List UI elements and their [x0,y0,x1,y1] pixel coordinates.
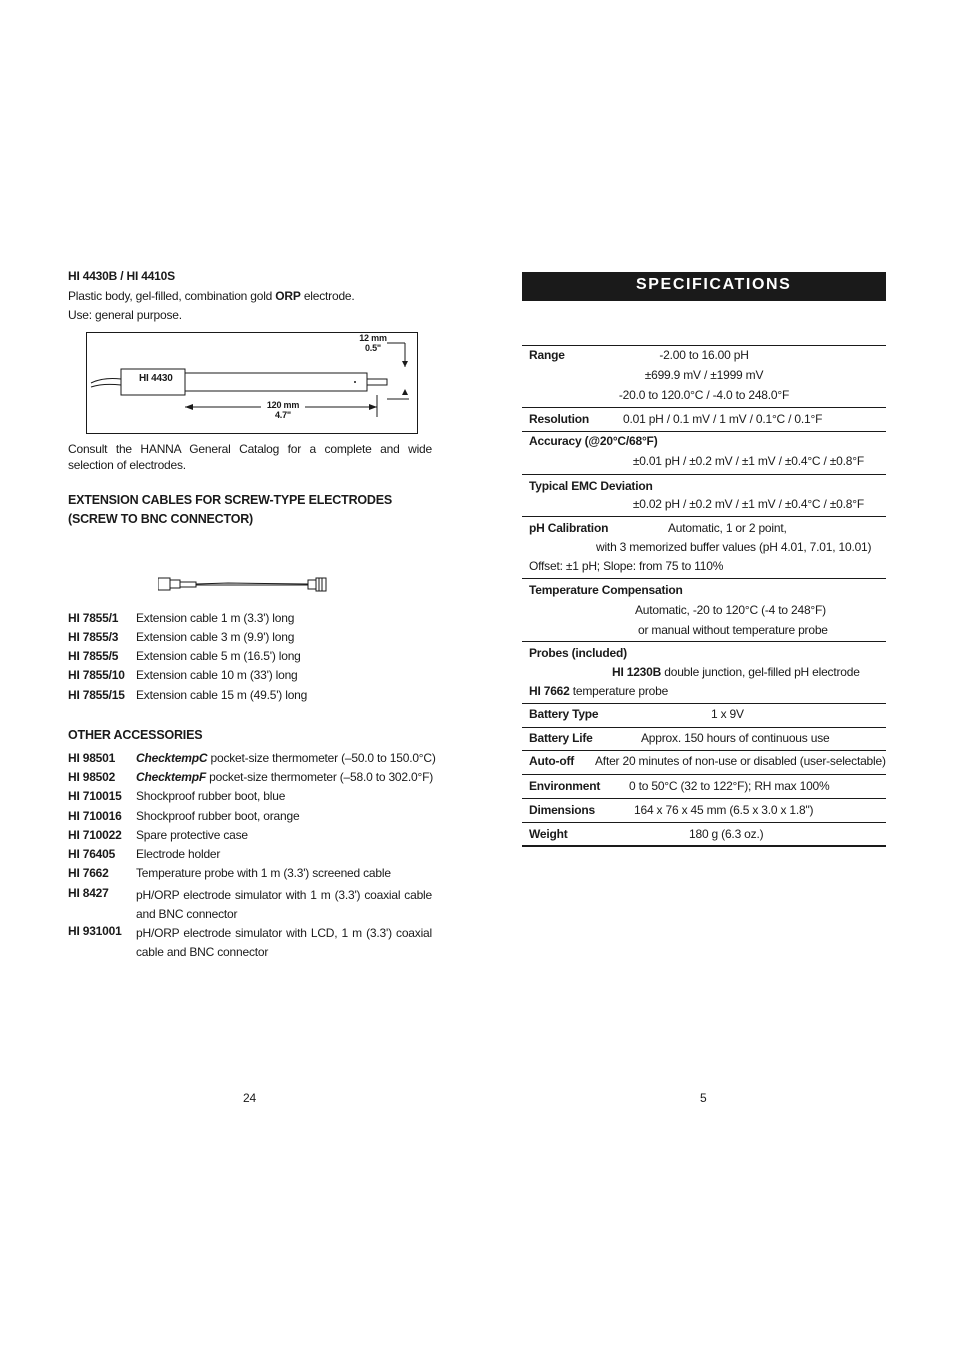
spec-row-battery-life: Battery Life Approx. 150 hours of continuous use [522,727,886,751]
extension-cable-drawing [158,576,330,592]
list-item: HI 710022 Spare protective case [68,828,248,842]
spec-row-calibration: pH Calibration Automatic, 1 or 2 point, with 3 memorized buffer values (pH 4.01, 7.01, 10.01) Offset: ±1 pH; Slope: from 75 to 110% [522,516,886,579]
extension-cables-list [68,611,432,711]
length-mm: 120 mm [261,400,305,410]
list-item: HI 8427 pH/ORP electrode simulator with 1 m (3.3') coaxial cable and BNC connector [68,886,432,921]
page-number-right: 5 [700,1091,707,1105]
spec-row-range: Range -2.00 to 16.00 pH ±699.9 mV / ±1999 mV -20.0 to 120.0°C / -4.0 to 248.0°F [522,345,886,408]
other-accessories-heading: OTHER ACCESSORIES [68,728,203,742]
spec-row-weight: Weight 180 g (6.3 oz.) [522,822,886,847]
length-in: 4.7" [275,410,291,420]
electrode-drawing [86,332,418,434]
specifications-title: SPECIFICATIONS [636,276,792,293]
list-item: HI 710015 Shockproof rubber boot, blue [68,789,286,803]
list-item: HI 931001 pH/ORP electrode simulator with LCD, 1 m (3.3') coaxial cable and BNC connector [68,924,432,959]
spec-row-dimensions: Dimensions 164 x 76 x 45 mm (6.5 x 3.0 x 1.8") [522,798,886,823]
list-item: HI 7855/15 Extension cable 15 m (49.5') long [68,688,308,702]
spec-row-temp-compensation: Temperature Compensation Automatic, -20 to 120°C (-4 to 248°F) or manual without temperature probe [522,578,886,642]
list-item: HI 7855/5 Extension cable 5 m (16.5') long [68,649,301,663]
list-item: HI 7855/3 Extension cable 3 m (9.9') long [68,630,295,644]
spec-row-resolution: Resolution 0.01 pH / 0.1 mV / 1 mV / 0.1°C / 0.1°F [522,407,886,432]
list-item: HI 98501 ChecktempC pocket-size thermometer (–50.0 to 150.0°C) [68,751,436,765]
list-item: HI 7855/10 Extension cable 10 m (33') long [68,668,298,682]
list-item: HI 76405 Electrode holder [68,847,221,861]
spec-row-probes: Probes (included) HI 1230B double junction, gel-filled pH electrode HI 7662 temperature probe [522,641,886,704]
list-item: HI 7662 Temperature probe with 1 m (3.3') screened cable [68,866,391,880]
electrode-use: Use: general purpose. [68,308,182,322]
accessories-list [68,751,436,961]
spec-row-environment: Environment 0 to 50°C (32 to 122°F); RH max 100% [522,774,886,799]
electrode-title: HI 4430B / HI 4410S [68,269,175,283]
list-item: HI 710016 Shockproof rubber boot, orange [68,809,300,823]
spec-row-auto-off: Auto-off After 20 minutes of non-use or disabled (user-selectable) [522,750,886,775]
list-item: HI 98502 ChecktempF pocket-size thermometer (–58.0 to 302.0°F) [68,770,434,784]
spec-row-battery-type: Battery Type 1 x 9V [522,703,886,728]
electrode-label: HI 4430 [139,373,173,384]
page-number-left: 24 [243,1091,256,1105]
electrode-description: Plastic body, gel-filled, combination gold ORP electrode. [68,289,355,303]
specifications-banner [522,272,886,301]
extension-cables-heading: EXTENSION CABLES FOR SCREW-TYPE ELECTRODES (SCREW TO BNC CONNECTOR) [68,493,393,526]
list-item: HI 7855/1 Extension cable 1 m (3.3') long [68,611,295,625]
spec-row-accuracy: Accuracy (@20°C/68°F) ±0.01 pH / ±0.2 mV / ±1 mV / ±0.4°C / ±0.8°F [522,431,886,475]
spec-row-emc: Typical EMC Deviation ±0.02 pH / ±0.2 mV / ±1 mV / ±0.4°C / ±0.8°F [522,474,886,517]
diameter-mm: 12 mm [359,333,387,343]
consult-text: Consult the HANNA General Catalog for a complete and wide selection of electrodes. [68,442,432,472]
diameter-in: 0.5" [365,343,381,353]
